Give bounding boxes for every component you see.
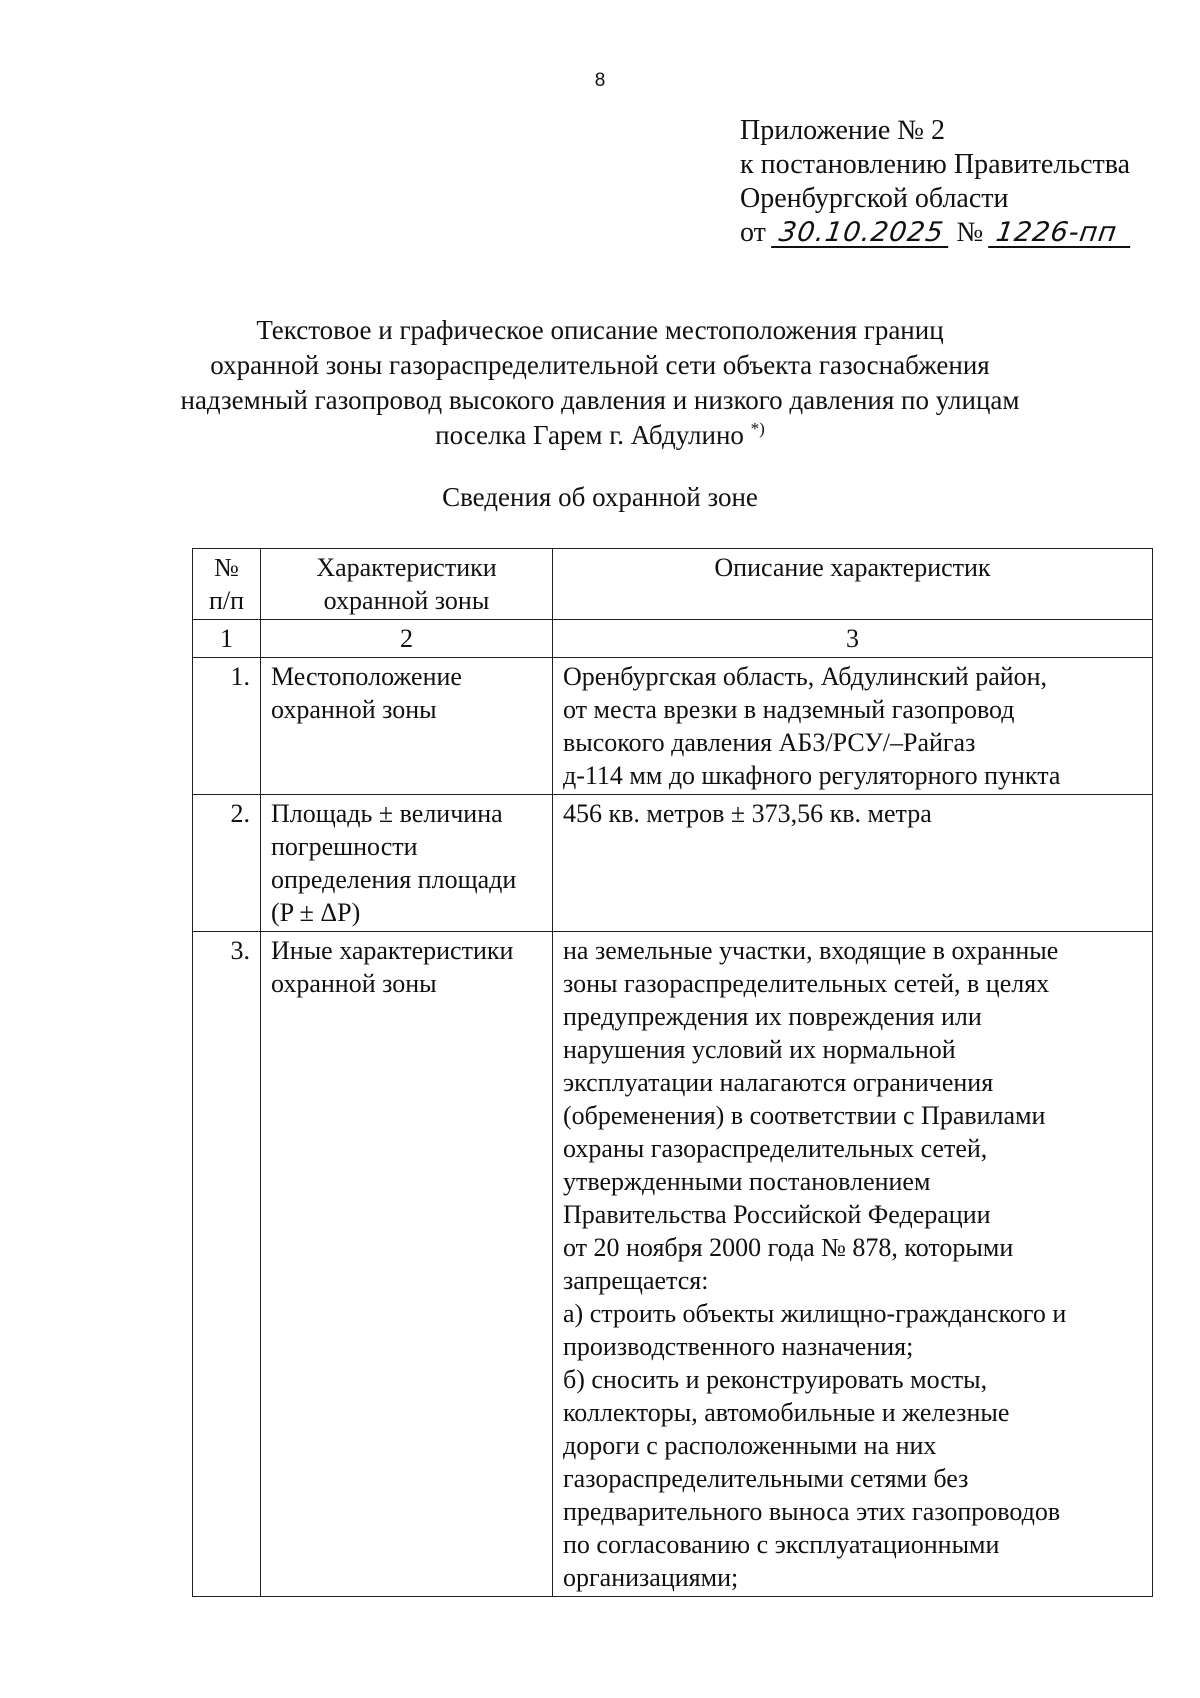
header-description <box>553 549 1153 620</box>
characteristic-cell <box>261 658 553 795</box>
description-line: нарушения условий их нормальной <box>563 1035 956 1064</box>
column-number: 3 <box>553 620 1153 658</box>
table-row <box>193 932 1153 1597</box>
characteristic-line: охранной зоны <box>271 695 437 724</box>
description-line: Правительства Российской Федерации <box>563 1200 991 1229</box>
title-line-1: Текстовое и графическое описание местоположения границ <box>256 315 944 345</box>
row-number: 1. <box>193 658 261 795</box>
title-line-4-text: поселка Гарем г. Абдулино <box>435 420 744 450</box>
characteristic-cell <box>261 795 553 932</box>
description-line: от места врезки в надземный газопровод <box>563 695 1015 724</box>
appendix-line-3: Оренбургской области <box>740 183 1009 214</box>
row-number: 2. <box>193 795 261 932</box>
page-number: 8 <box>594 70 606 91</box>
header-characteristic <box>261 549 553 620</box>
title-line-4 <box>0 418 1200 453</box>
description-line: дороги с расположенными на них <box>563 1431 937 1460</box>
description-line: утвержденными постановлением <box>563 1167 931 1196</box>
description-cell <box>553 658 1153 795</box>
characteristic-line: (P ± ΔP) <box>271 898 361 927</box>
appendix-line-2: к постановлению Правительства <box>740 149 1131 180</box>
header-number-line-2: п/п <box>208 586 245 615</box>
header-description-line-1: Описание характеристик <box>714 553 991 582</box>
characteristic-cell <box>261 932 553 1597</box>
document-title <box>0 313 1200 453</box>
header-characteristic-line-2: охранной зоны <box>323 586 490 615</box>
description-line: коллекторы, автомобильные и железные <box>563 1398 1010 1427</box>
header-characteristic-line-1: Характеристики <box>316 553 497 582</box>
description-line: эксплуатации налагаются ограничения <box>563 1068 994 1097</box>
description-line: на земельные участки, входящие в охранные <box>563 936 1059 965</box>
table-row <box>193 658 1153 795</box>
table-header-row <box>193 549 1153 620</box>
table-row <box>193 795 1153 932</box>
description-line: 456 кв. метров ± 373,56 кв. метра <box>563 799 932 828</box>
description-line: производственного назначения; <box>563 1332 914 1361</box>
description-line: а) строить объекты жилищно-гражданского и <box>563 1299 1067 1328</box>
description-line: зоны газораспределительных сетей, в целях <box>563 969 1050 998</box>
characteristic-line: охранной зоны <box>271 969 437 998</box>
from-label: от <box>740 217 766 248</box>
description-line: высокого давления АБЗ/РСУ/–Райгаз <box>563 728 976 757</box>
description-line: (обременения) в соответствии с Правилами <box>563 1101 1046 1130</box>
column-number-row <box>193 620 1153 658</box>
number-label: № <box>956 217 984 248</box>
characteristic-line: определения площади <box>271 865 517 894</box>
description-line: б) сносить и реконструировать мосты, <box>563 1365 988 1394</box>
characteristic-line: погрешности <box>271 832 418 861</box>
description-line: д-114 мм до шкафного регуляторного пункта <box>563 761 1061 790</box>
description-line: предварительного выноса этих газопроводов <box>563 1497 1061 1526</box>
description-line: предупреждения их повреждения или <box>563 1002 982 1031</box>
description-line: запрещается: <box>563 1266 709 1295</box>
row-number: 3. <box>193 932 261 1597</box>
column-number: 1 <box>193 620 261 658</box>
column-number: 2 <box>261 620 553 658</box>
characteristic-line: Местоположение <box>271 662 462 691</box>
header-number-line-1: № <box>214 553 239 582</box>
appendix-date-line <box>740 216 1132 250</box>
description-cell <box>553 932 1153 1597</box>
protection-zone-table <box>192 548 1153 1597</box>
handwritten-number: 1226-пп <box>988 220 1134 248</box>
handwritten-date: 30.10.2025 <box>771 220 952 248</box>
appendix-line-1: Приложение № 2 <box>740 115 945 146</box>
section-title: Сведения об охранной зоне <box>442 482 758 512</box>
description-line: организациями; <box>563 1563 739 1592</box>
description-line: Оренбургская область, Абдулинский район, <box>563 662 1048 691</box>
description-line: от 20 ноября 2000 года № 878, которыми <box>563 1233 1014 1262</box>
appendix-header <box>740 114 1132 250</box>
description-line: газораспределительными сетями без <box>563 1464 969 1493</box>
title-line-2: охранной зоны газораспределительной сети объекта газоснабжения <box>210 350 990 380</box>
characteristic-line: Площадь ± величина <box>271 799 503 828</box>
title-line-3: надземный газопровод высокого давления и низкого давления по улицам <box>180 385 1020 415</box>
header-number <box>193 549 261 620</box>
description-line: охраны газораспределительных сетей, <box>563 1134 988 1163</box>
description-line: по согласованию с эксплуатационными <box>563 1530 1000 1559</box>
footnote-mark: *) <box>750 419 765 438</box>
characteristic-line: Иные характеристики <box>271 936 514 965</box>
description-cell <box>553 795 1153 932</box>
